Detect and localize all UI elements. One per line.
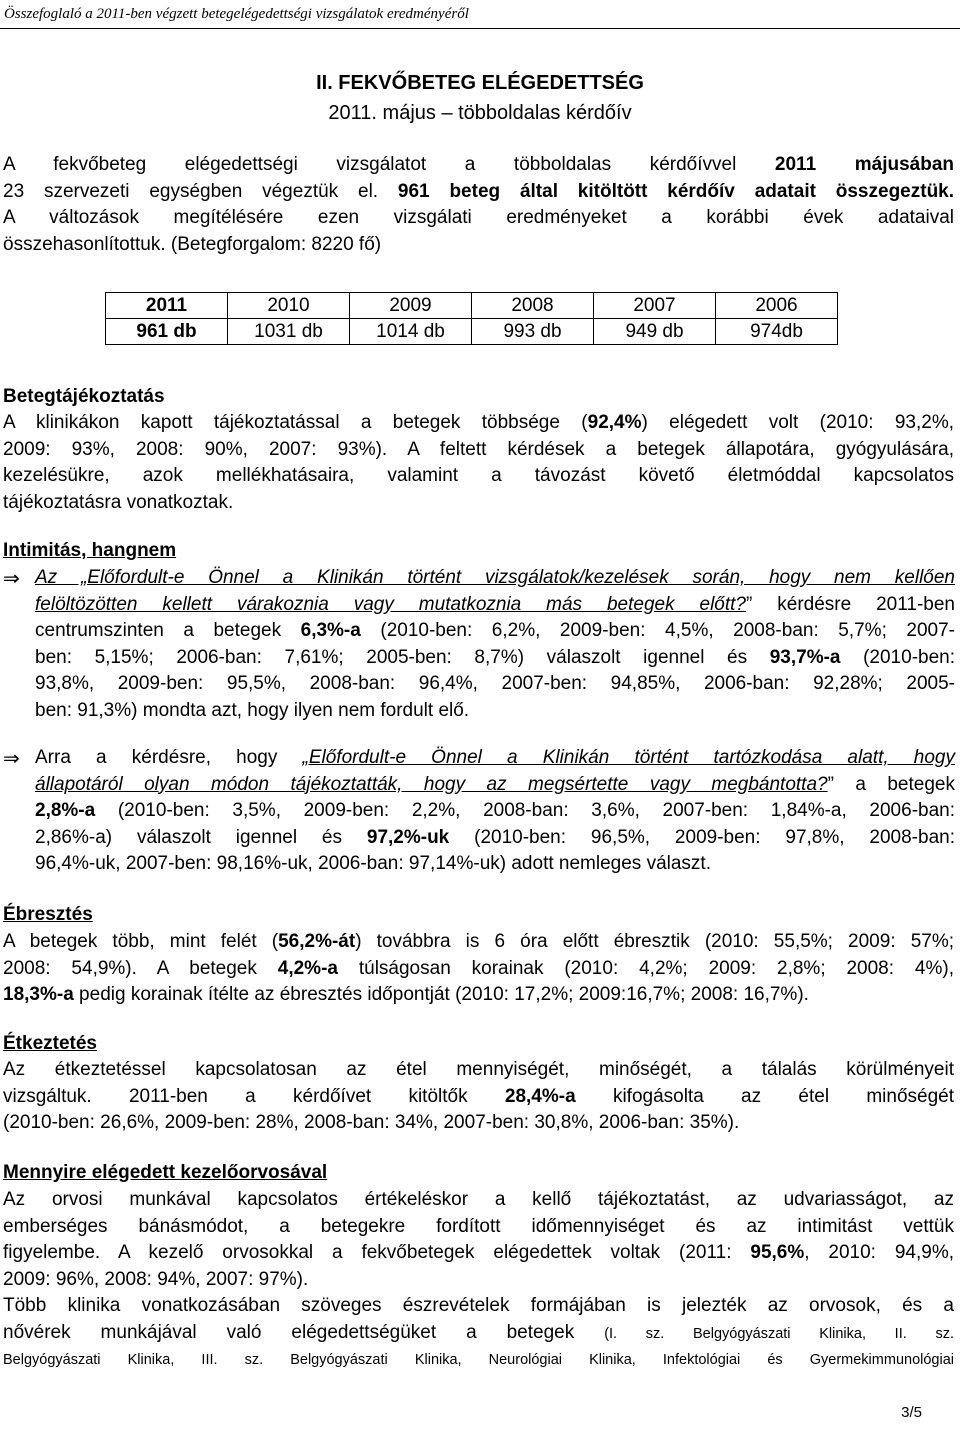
- paragraph-line: 2,8%-a (2010-ben: 3,5%, 2009-ben: 2,2%, 2008-ban: 3,6%, 2007-ben: 1,84%-a, 2006-ban:: [35, 800, 955, 821]
- heading-betegtajekoztatas: Betegtájékoztatás: [3, 386, 165, 407]
- ebresztes-paragraph: [3, 929, 954, 1009]
- paragraph-line: centrumszinten a betegek 6,3%-a (2010-ben: 6,2%, 2009-ben: 4,5%, 2008-ban: 5,7%; 2007-: [35, 620, 955, 641]
- heading-intimitas: Intimitás, hangnem: [3, 540, 177, 561]
- paragraph-line: 2009: 96%, 2008: 94%, 2007: 97%).: [3, 1268, 309, 1290]
- paragraph-line: Több klinika vonatkozásában szöveges észrevételek formájában is jelezték az orvosok, és a: [3, 1295, 954, 1316]
- paragraph-line: 2,86%-a) válaszolt igennel és 97,2%-uk (2010-ben: 96,5%, 2009-ben: 97,8%, 2008-ban:: [35, 826, 955, 848]
- paragraph-line: 18,3%-a pedig korainak ítélte az ébresztés időpontját (2010: 17,2%; 2009:16,7%; 2008: 16,7%).: [3, 984, 809, 1005]
- running-header: [0, 0, 960, 22]
- arrow-bullet-icon: ⇒: [3, 748, 20, 770]
- heading-kezeloorvos: Mennyire elégedett kezelőorvosával: [3, 1162, 328, 1183]
- paragraph-line: Az orvosi munkával kapcsolatos értékeléskor a kellő tájékoztatást, az udvariasságot, az: [3, 1189, 954, 1210]
- section-subtitle: 2011. május – többoldalas kérdőív: [328, 102, 632, 124]
- paragraph-line: emberséges bánásmódot, a betegekre fordított időmennyiséget és az intimitást vettük: [3, 1215, 954, 1237]
- paragraph-line: felöltözötten kellett várakoznia vagy mutatkoznia más betegek előtt?” kérdésre 2011-ben: [35, 593, 955, 615]
- paragraph-line: ben: 91,3%) mondta azt, hogy ilyen nem fordult elő.: [35, 699, 470, 721]
- paragraph-line: Arra a kérdésre, hogy „Előfordult-e Önnel a Klinikán történt tartózkodása alatt, hogy: [35, 747, 955, 768]
- page-number: 3/5: [901, 1404, 922, 1421]
- count-cell: 1014 db: [350, 319, 472, 345]
- etkeztetes-paragraph: [3, 1057, 954, 1137]
- intro-line: A változások megítélésére ezen vizsgálati eredményeket a korábbi évek adataival: [3, 207, 954, 228]
- year-cell: 2006: [716, 293, 838, 319]
- table-row: [106, 319, 838, 345]
- paragraph-line: A betegek több, mint felét (56,2%-át) továbbra is 6 óra előtt ébresztik (2010: 55,5%; 2009: 57%;: [3, 931, 954, 952]
- table-row: [106, 293, 838, 319]
- count-cell: 1031 db: [228, 319, 350, 345]
- count-cell: 961 db: [106, 319, 228, 345]
- patient-count-table: [105, 292, 838, 345]
- paragraph-line: 93,8%, 2009-ben: 95,5%, 2008-ban: 96,4%, 2007-ben: 94,85%, 2006-ban: 92,28%; 2005-: [35, 673, 955, 694]
- count-cell: 993 db: [472, 319, 594, 345]
- paragraph-line: állapotáról olyan módon tájékoztatták, hogy az megsértette vagy megbántotta?” a betegek: [35, 773, 955, 795]
- paragraph-line: 2008: 54,9%). A betegek 4,2%-a túlságosan korainak (2010: 4,2%; 2009: 2,8%; 2008: 4%),: [3, 957, 954, 979]
- paragraph-line: A klinikákon kapott tájékoztatással a betegek többsége (92,4%) elégedett volt (2010: 93,2%,: [3, 412, 954, 433]
- paragraph-line: vizsgáltuk. 2011-ben a kérdőívet kitöltők 28,4%-a kifogásolta az étel minőségét: [3, 1085, 954, 1107]
- count-cell: 974db: [716, 319, 838, 345]
- running-header-text: Összefoglaló a 2011-ben végzett betegelégedettségi vizsgálatok eredményéről: [4, 6, 469, 22]
- header-divider: [0, 28, 960, 29]
- count-cell: 949 db: [594, 319, 716, 345]
- year-cell: 2011: [106, 293, 228, 319]
- paragraph-line: figyelembe. A kezelő orvosokkal a fekvőbetegek elégedettek voltak (2011: 95,6%, 2010: 94,9%,: [3, 1242, 954, 1263]
- paragraph-line: 96,4%-uk, 2007-ben: 98,16%-uk, 2006-ban: 97,14%-uk) adott nemleges választ.: [35, 853, 711, 874]
- paragraph-line: ben: 5,15%; 2006-ban: 7,61%; 2005-ben: 8,7%) válaszolt igennel és 93,7%-a (2010-ben:: [35, 646, 955, 668]
- paragraph-line: kezelésükre, azok mellékhatásaira, valamint a távozást követő életmóddal kapcsolatos: [3, 465, 954, 486]
- paragraph-line: 2009: 93%, 2008: 90%, 2007: 93%). A feltett kérdések a betegek állapotára, gyógyulására,: [3, 438, 955, 460]
- intimitas-bullet-2: [35, 745, 955, 878]
- paragraph-line: (2010-ben: 26,6%, 2009-ben: 28%, 2008-ban: 34%, 2007-ben: 30,8%, 2006-ban: 35%).: [3, 1112, 740, 1133]
- paragraph-line: Az „Előfordult-e Önnel a Klinikán történt vizsgálatok/kezelések során, hogy nem kellően: [35, 567, 955, 588]
- intro-line: összehasonlítottuk. (Betegforgalom: 8220 fő): [3, 233, 382, 255]
- section-title: II. FEKVŐBETEG ELÉGEDETTSÉG: [316, 72, 644, 94]
- paragraph-line: tájékoztatásra vonatkoztak.: [3, 491, 234, 513]
- paragraph-line: nővérek munkájával való elégedettségüket a betegek (I. sz. Belgyógyászati Klinika, II. sz.: [3, 1321, 954, 1343]
- heading-ebresztes: Ébresztés: [3, 904, 93, 925]
- intro-line: 23 szervezeti egységben végeztük el. 961 beteg által kitöltött kérdőív adatait összegeztük.: [3, 180, 955, 202]
- paragraph-line: Belgyógyászati Klinika, III. sz. Belgyógyászati Klinika, Neurológiai Klinika, Infektológiai és Gyermekimmunológiai: [3, 1352, 954, 1368]
- year-cell: 2009: [350, 293, 472, 319]
- kezeloorvos-paragraph: [3, 1187, 954, 1374]
- intimitas-bullet-1: [35, 565, 955, 724]
- year-cell: 2010: [228, 293, 350, 319]
- year-cell: 2008: [472, 293, 594, 319]
- heading-etkeztetes: Étkeztetés: [3, 1033, 97, 1054]
- paragraph-line: Az étkeztetéssel kapcsolatosan az étel mennyiségét, minőségét, a tálalás körülményeit: [3, 1059, 954, 1080]
- arrow-bullet-icon: ⇒: [3, 568, 20, 590]
- betegtajekoztatas-paragraph: [3, 410, 954, 516]
- intro-paragraph: [3, 152, 954, 258]
- intro-line: A fekvőbeteg elégedettségi vizsgálatot a többoldalas kérdőívvel 2011 májusában: [3, 154, 954, 175]
- year-cell: 2007: [594, 293, 716, 319]
